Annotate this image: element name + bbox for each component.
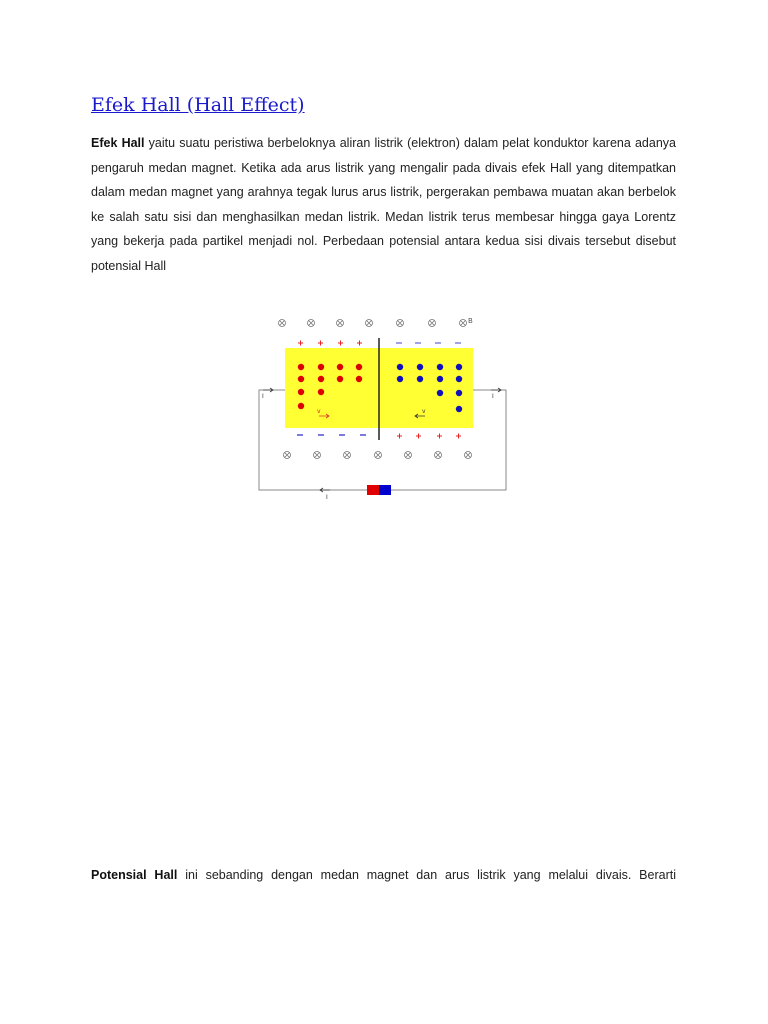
page-title[interactable]: Efek Hall (Hall Effect): [91, 94, 305, 116]
current-arrow-left: [263, 388, 273, 392]
current-label-bottom: I: [326, 494, 328, 501]
current-label-right: I: [492, 393, 494, 400]
term-efek-hall: Efek Hall: [91, 136, 145, 150]
paragraph-potensial-hall-text: ini sebanding dengan medan magnet dan arus listrik yang melalui divais. Berarti: [177, 868, 676, 882]
magnetic-field-top-row: [279, 320, 467, 327]
hall-effect-diagram: [255, 310, 510, 505]
current-arrow-bottom: [320, 488, 330, 492]
current-arrow-right: [491, 388, 501, 392]
current-label-left: I: [262, 393, 264, 400]
hall-effect-svg: [255, 310, 510, 505]
magnetic-field-bottom-row: [284, 452, 472, 459]
field-label: B: [468, 317, 473, 325]
paragraph-potensial-hall: [91, 863, 676, 888]
paragraph-efek-hall-text: yaitu suatu peristiwa berbeloknya aliran listrik (elektron) dalam pelat konduktor karena adanya pengaruh medan magnet. Ketika ada arus listrik yang mengalir pada divais efek Hall yang ditempatkan dalam medan magnet yang arahnya tegak lurus arus listrik, pergerakan pembawa muatan akan berbelok ke salah satu sisi dan menghasilkan medan listrik. Medan listrik terus membesar hingga gaya Lorentz yang bekerja pada partikel menjadi nol. Perbedaan potensial antara kedua sisi divais tersebut disebut potensial Hall: [91, 136, 676, 273]
positive-signs-top: [298, 341, 362, 346]
battery-positive-terminal: [367, 485, 379, 495]
battery-negative-terminal: [379, 485, 391, 495]
velocity-label-left: v: [317, 408, 321, 415]
velocity-label-right: v: [422, 408, 426, 415]
paragraph-efek-hall: [91, 131, 676, 279]
term-potensial-hall: Potensial Hall: [91, 868, 178, 882]
positive-signs-bottom: [397, 434, 461, 439]
